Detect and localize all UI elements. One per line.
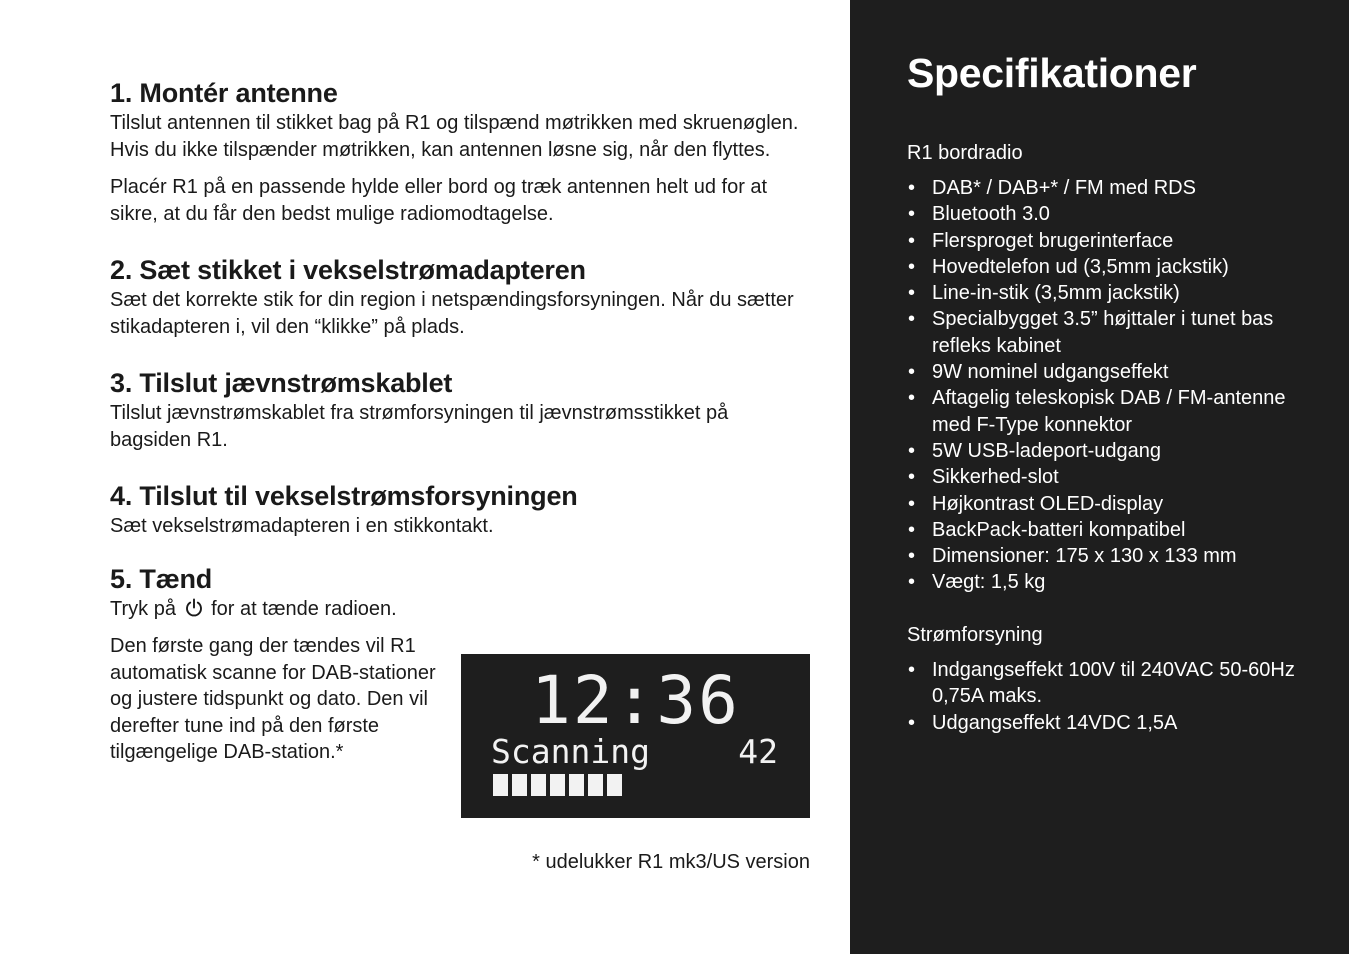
power-instruction-before: Tryk på [110, 597, 176, 620]
display-status: Scanning [491, 732, 650, 771]
spec-item: • Aftagelig teleskopisk DAB / FM-antenne med F-Type konnektor [907, 385, 1327, 438]
section-paragraph: Tilslut jævnstrømskablet fra strømforsyningen til jævnstrømsstikket på bagsiden R1. [110, 402, 729, 451]
section-heading: 1. Montér antenne [110, 78, 338, 108]
section-heading: 4. Tilslut til vekselstrømsforsyningen [110, 481, 578, 511]
progress-segment [493, 774, 508, 796]
progress-segment [588, 774, 603, 796]
power-icon [184, 598, 204, 618]
spec-item: • Hovedtelefon ud (3,5mm jackstik) [907, 254, 1327, 280]
section-ac-adapter [110, 253, 810, 340]
spec-item: • 5W USB-ladeport-udgang [907, 438, 1327, 464]
section-ac-supply [110, 479, 810, 540]
section-heading: 5. Tænd [110, 563, 213, 594]
power-instruction [110, 596, 810, 623]
display-count: 42 [738, 732, 778, 771]
progress-segment [512, 774, 527, 796]
section-dc-cable [110, 366, 810, 453]
footnote: * udelukker R1 mk3/US version [532, 851, 810, 873]
progress-segment [550, 774, 565, 796]
section-paragraph: Sæt det korrekte stik for din region i netspændingsforsyningen. Når du sætter stikadapteren i, vil den “klikke” på plads. [110, 289, 794, 338]
display-progress [493, 774, 622, 796]
progress-segment [569, 774, 584, 796]
section-paragraph: Placér R1 på en passende hylde eller bord og træk antennen helt ud for at sikre, at du får den bedst mulige radiomodtagelse. [110, 176, 768, 225]
spec-group-power [907, 622, 1327, 736]
section-paragraph: Sæt vekselstrømadapteren i en stikkontakt. [110, 515, 494, 537]
spec-item: • Dimensioner: 175 x 130 x 133 mm [907, 543, 1327, 569]
spec-item: • Indgangseffekt 100V til 240VAC 50-60Hz 0,75A maks. [907, 657, 1327, 710]
power-instruction-after: for at tænde radioen. [211, 597, 397, 620]
spec-item: • Bluetooth 3.0 [907, 201, 1327, 227]
spec-item: • Højkontrast OLED-display [907, 491, 1327, 517]
section-mount-antenna [110, 76, 810, 227]
radio-display [461, 654, 810, 818]
spec-item: • Udgangseffekt 14VDC 1,5A [907, 710, 1327, 736]
section-heading: 2. Sæt stikket i vekselstrømadapteren [110, 255, 586, 285]
spec-item: • 9W nominel udgangseffekt [907, 359, 1327, 385]
spec-group-name: Strømforsyning [907, 624, 1043, 646]
spec-item: • BackPack-batteri kompatibel [907, 517, 1327, 543]
spec-list [907, 175, 1327, 596]
spec-item: • Vægt: 1,5 kg [907, 569, 1327, 595]
spec-item: • Line-in-stik (3,5mm jackstik) [907, 280, 1327, 306]
spec-list [907, 657, 1327, 736]
section-paragraph: Tilslut antennen til stikket bag på R1 og tilspænd møtrikken med skruenøglen. Hvis du ikke tilspænder møtrikken, kan antennen løsne sig, når den flyttes. [110, 112, 799, 161]
section-heading: 3. Tilslut jævnstrømskablet [110, 368, 453, 398]
spec-item: • Flersproget brugerinterface [907, 228, 1327, 254]
spec-group-name: R1 bordradio [907, 142, 1023, 164]
specs-title: Specifikationer [907, 50, 1197, 96]
spec-item: • Sikkerhed-slot [907, 464, 1327, 490]
specifications-panel [850, 0, 1349, 954]
spec-group-radio [907, 140, 1327, 596]
progress-segment [607, 774, 622, 796]
section-paragraph: Den første gang der tændes vil R1 automatisk scanne for DAB-stationer og justere tidspunkt og dato. Den vil derefter tune ind på den første tilgængelige DAB-station.* [110, 635, 436, 763]
progress-segment [531, 774, 546, 796]
display-clock: 12:36 [531, 662, 740, 739]
spec-item: • Specialbygget 3.5” højttaler i tunet bas refleks kabinet [907, 306, 1327, 359]
spec-item: • DAB* / DAB+* / FM med RDS [907, 175, 1327, 201]
